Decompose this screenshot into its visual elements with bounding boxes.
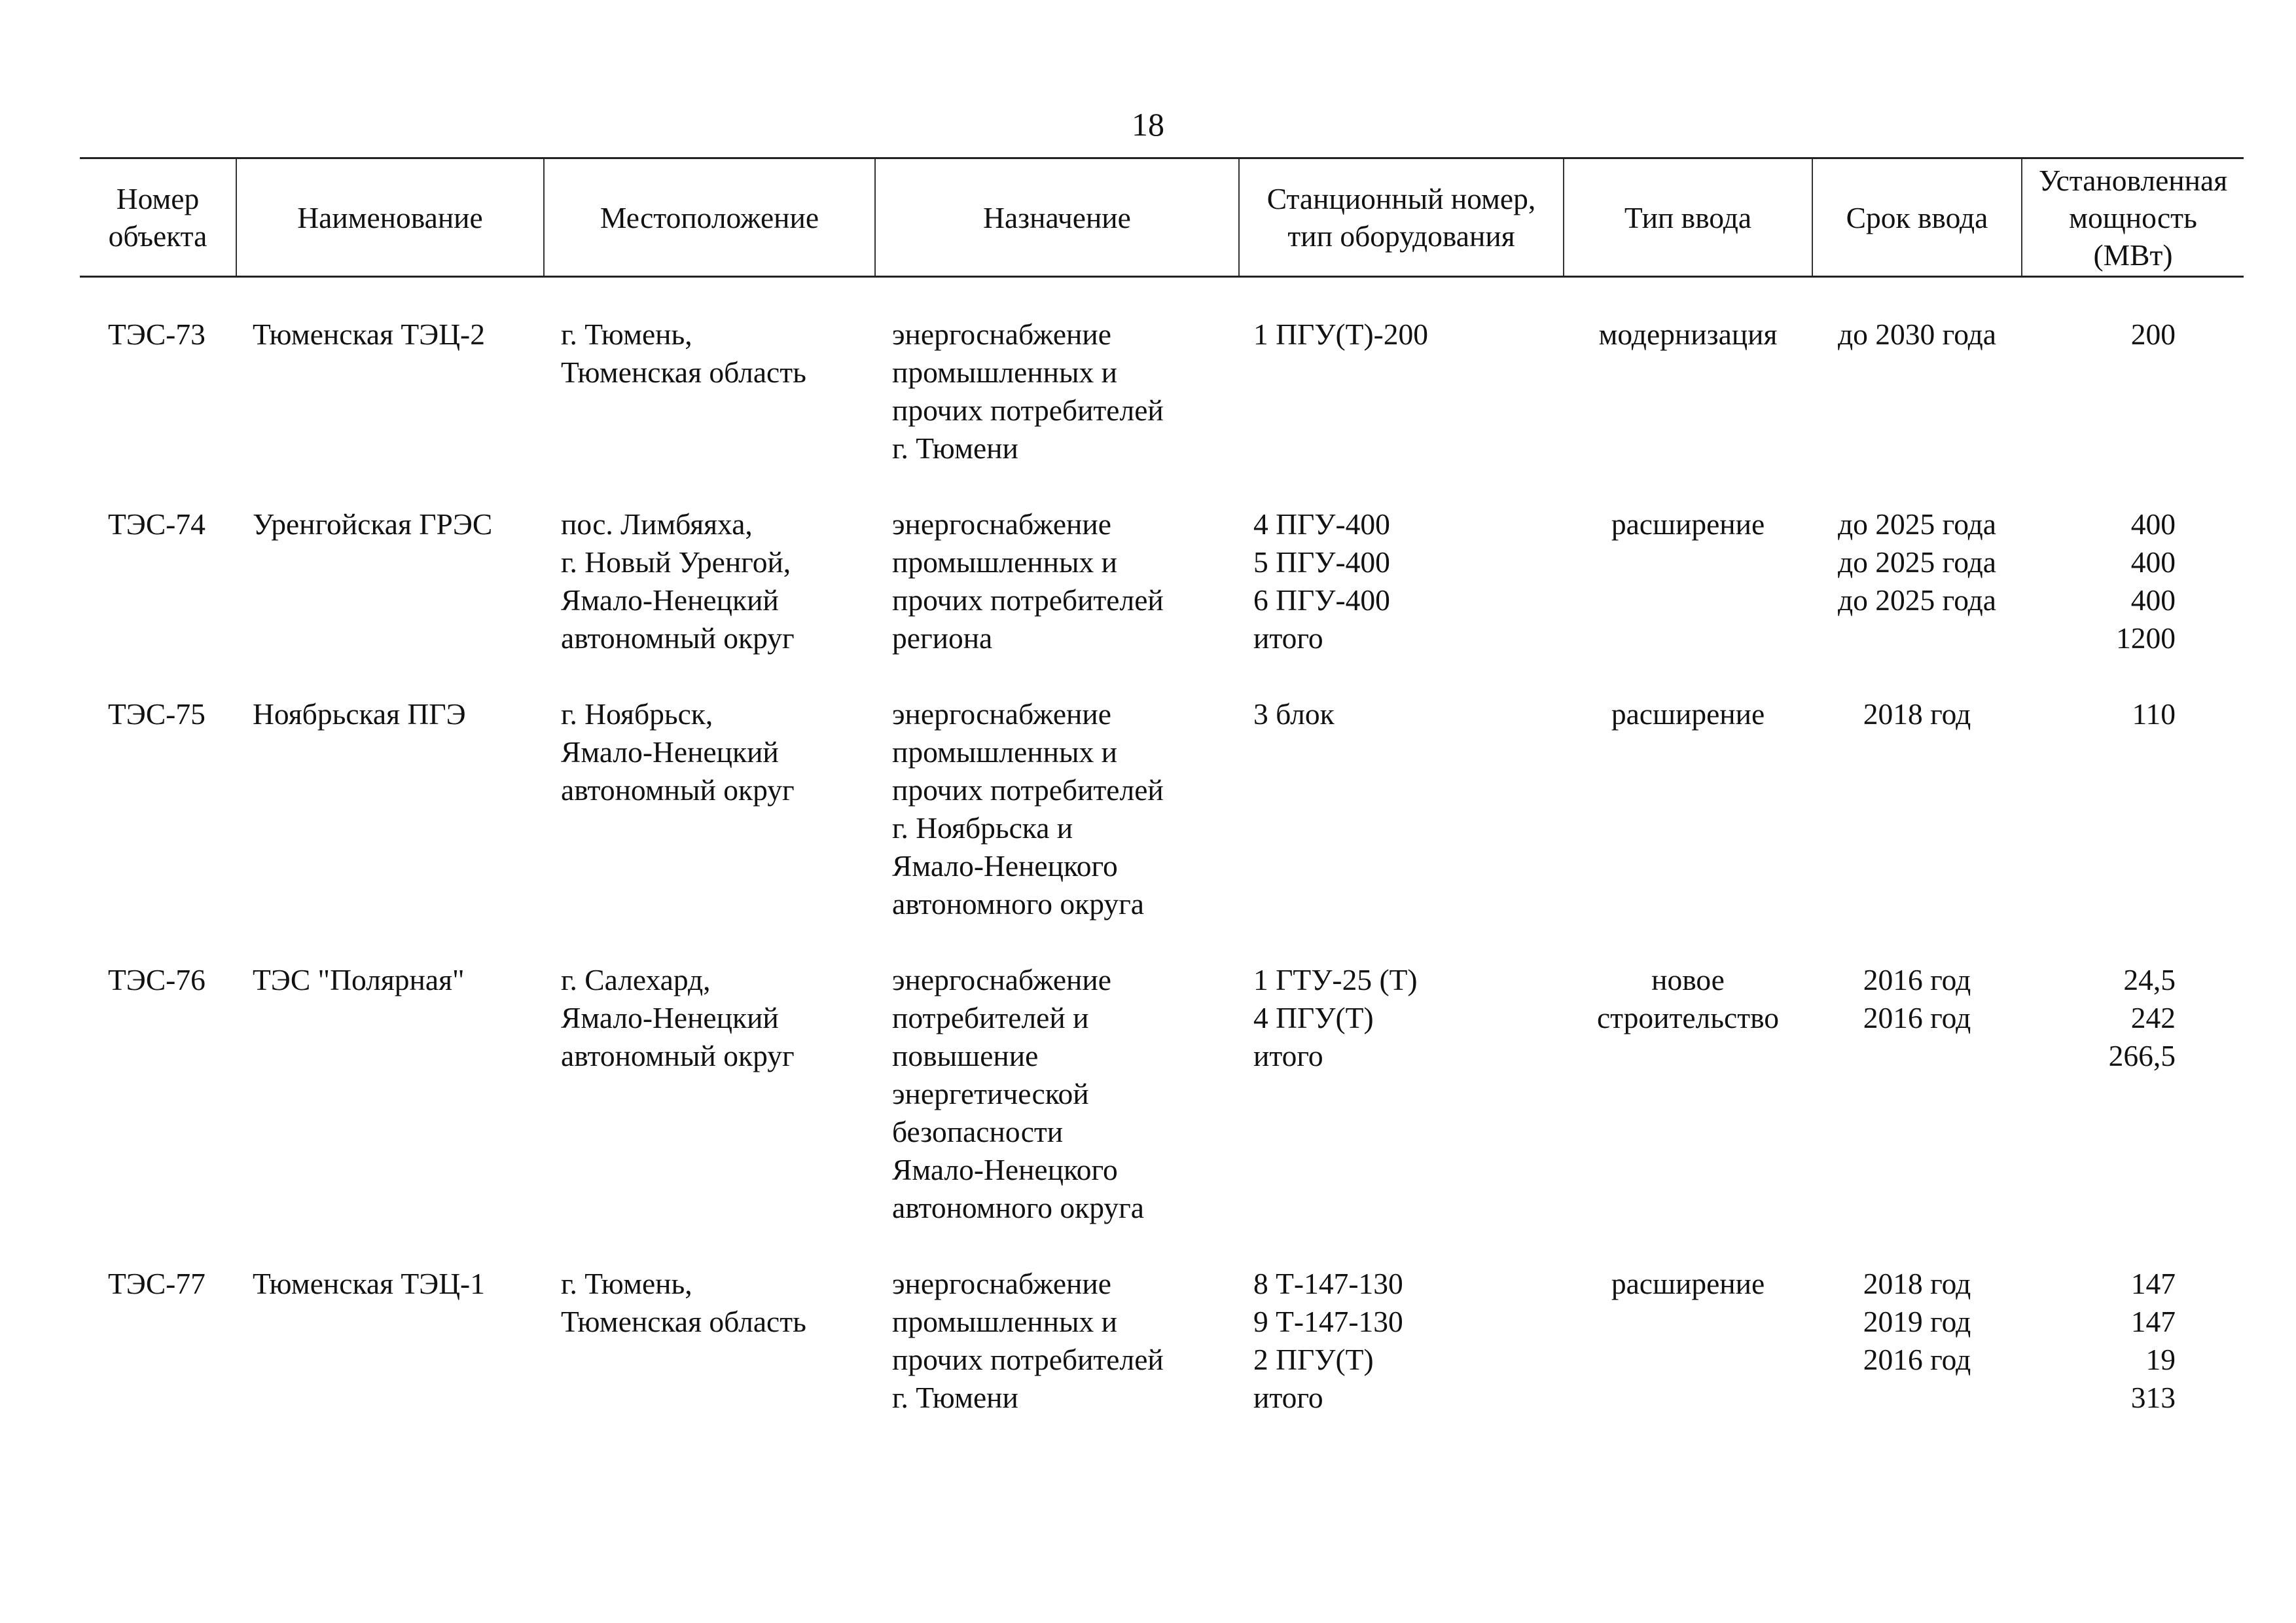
- cell-line: 2016 год: [1863, 1001, 1971, 1034]
- cell-line: г. Новый Уренгой,: [561, 545, 791, 579]
- header-object-number: [80, 158, 236, 277]
- cell-purpose: [875, 695, 1239, 961]
- cell-line: прочих потребителей: [892, 773, 1164, 807]
- table-row: [80, 961, 2244, 1265]
- cell-line: тип оборудования: [1287, 219, 1515, 253]
- cell-input-date: [1812, 1265, 2022, 1417]
- cell-line: Установленная: [2038, 163, 2228, 197]
- cell-input-date: [1812, 505, 2022, 695]
- cell-line: расширение: [1611, 1267, 1765, 1300]
- cell-code: ТЭС-77: [108, 1267, 206, 1300]
- cell-input-date: [1812, 695, 2022, 961]
- cell-line: энергоснабжение: [892, 507, 1111, 541]
- cell-line: г. Ноябрьска и: [892, 811, 1073, 845]
- cell-location: [544, 961, 875, 1265]
- cell-line: 5 ПГУ-400: [1253, 545, 1390, 579]
- cell-line: 1200: [2116, 621, 2176, 655]
- cell-line: энергетической: [892, 1077, 1089, 1110]
- cell-line: повышение: [892, 1039, 1039, 1072]
- cell-line: автономный округ: [561, 621, 795, 655]
- cell-line: 6 ПГУ-400: [1253, 583, 1390, 617]
- cell-input-type: [1564, 961, 1812, 1265]
- header-row: [80, 158, 2244, 277]
- cell-line: Тюменская область: [561, 1305, 806, 1338]
- cell-line: пос. Лимбяяха,: [561, 507, 753, 541]
- cell-line: 19: [2145, 1343, 2176, 1376]
- cell-purpose: [875, 277, 1239, 506]
- cell-line: промышленных и: [892, 1305, 1118, 1338]
- cell-code: ТЭС-76: [108, 963, 206, 996]
- cell-line: 9 Т-147-130: [1253, 1305, 1403, 1338]
- cell-line: Наименование: [297, 200, 483, 234]
- cell-name: ТЭС "Полярная": [253, 963, 465, 996]
- cell-location: [544, 1265, 875, 1417]
- cell-capacity: [2022, 1265, 2244, 1417]
- cell-line: 110: [2132, 697, 2176, 731]
- header-input-date: [1812, 158, 2022, 277]
- cell-line: энергоснабжение: [892, 963, 1111, 996]
- cell-line: модернизация: [1598, 318, 1778, 351]
- cell-line: (МВт): [2093, 238, 2173, 272]
- table-row: [80, 695, 2244, 961]
- cell-name: Тюменская ТЭЦ-2: [253, 318, 485, 351]
- cell-line: расширение: [1611, 697, 1765, 731]
- cell-line: Ямало-Ненецкий: [561, 735, 779, 769]
- cell-line: автономного округа: [892, 1191, 1144, 1224]
- cell-line: 2019 год: [1863, 1305, 1971, 1338]
- page-number: 18: [1132, 106, 1164, 143]
- cell-equipment: [1239, 695, 1564, 961]
- cell-location: [544, 277, 875, 506]
- table-body: [80, 277, 2244, 1417]
- cell-line: мощность: [2069, 200, 2197, 234]
- header-name: [236, 158, 544, 277]
- cell-line: промышленных и: [892, 735, 1118, 769]
- cell-line: региона: [892, 621, 993, 655]
- cell-purpose: [875, 505, 1239, 695]
- cell-line: до 2025 года: [1838, 545, 1996, 579]
- cell-line: г. Салехард,: [561, 963, 711, 996]
- cell-name: Ноябрьская ПГЭ: [253, 697, 466, 731]
- cell-line: потребителей и: [892, 1001, 1089, 1034]
- cell-line: промышленных и: [892, 356, 1118, 389]
- cell-equipment: [1239, 961, 1564, 1265]
- cell-line: до 2025 года: [1838, 583, 1996, 617]
- cell-line: энергоснабжение: [892, 697, 1111, 731]
- cell-code: ТЭС-75: [108, 697, 206, 731]
- cell-line: безопасности: [892, 1115, 1064, 1148]
- cell-capacity: [2022, 277, 2244, 506]
- cell-line: 242: [2130, 1001, 2176, 1034]
- cell-input-type: [1564, 1265, 1812, 1417]
- cell-line: 1 ГТУ-25 (Т): [1253, 963, 1418, 996]
- cell-line: автономный округ: [561, 773, 795, 807]
- cell-input-date: [1812, 277, 2022, 506]
- cell-line: автономного округа: [892, 887, 1144, 921]
- cell-line: 2 ПГУ(Т): [1253, 1343, 1374, 1376]
- cell-line: 2016 год: [1863, 1343, 1971, 1376]
- cell-line: 8 Т-147-130: [1253, 1267, 1403, 1300]
- table-row: [80, 277, 2244, 506]
- table-header: [80, 158, 2244, 277]
- cell-line: 147: [2130, 1305, 2176, 1338]
- cell-input-type: [1564, 505, 1812, 695]
- cell-equipment: [1239, 277, 1564, 506]
- header-capacity: [2022, 158, 2244, 277]
- cell-purpose: [875, 961, 1239, 1265]
- table-row: [80, 505, 2244, 695]
- cell-line: Тюменская область: [561, 356, 806, 389]
- cell-line: г. Тюмень,: [561, 1267, 692, 1300]
- cell-line: 200: [2130, 318, 2176, 351]
- header-input-type: [1564, 158, 1812, 277]
- cell-equipment: [1239, 505, 1564, 695]
- cell-line: до 2025 года: [1838, 507, 1996, 541]
- cell-line: Ямало-Ненецкий: [561, 583, 779, 617]
- cell-line: Номер: [116, 182, 200, 215]
- cell-line: строительство: [1596, 1001, 1780, 1034]
- cell-line: 400: [2130, 583, 2176, 617]
- cell-line: 2018 год: [1863, 697, 1971, 731]
- cell-name: Тюменская ТЭЦ-1: [253, 1267, 485, 1300]
- cell-line: Тип ввода: [1624, 200, 1752, 234]
- cell-line: 147: [2130, 1267, 2176, 1300]
- cell-name: Уренгойская ГРЭС: [253, 507, 493, 541]
- cell-line: промышленных и: [892, 545, 1118, 579]
- table-row: [80, 1265, 2244, 1417]
- cell-line: расширение: [1611, 507, 1765, 541]
- cell-capacity: [2022, 961, 2244, 1265]
- header-equipment: [1239, 158, 1564, 277]
- cell-line: Станционный номер,: [1266, 182, 1536, 215]
- cell-line: Ямало-Ненецкого: [892, 849, 1118, 883]
- cell-line: итого: [1253, 1039, 1323, 1072]
- header-purpose: [875, 158, 1239, 277]
- cell-line: г. Тюмени: [892, 431, 1018, 465]
- cell-location: [544, 695, 875, 961]
- cell-line: г. Тюмень,: [561, 318, 692, 351]
- cell-line: прочих потребителей: [892, 583, 1164, 617]
- cell-line: 1 ПГУ(Т)-200: [1253, 318, 1429, 351]
- cell-line: Местоположение: [600, 200, 819, 234]
- cell-line: Срок ввода: [1846, 200, 1988, 234]
- cell-line: 313: [2130, 1381, 2176, 1414]
- cell-capacity: [2022, 695, 2244, 961]
- cell-line: г. Тюмени: [892, 1381, 1018, 1414]
- cell-input-date: [1812, 961, 2022, 1265]
- cell-line: итого: [1253, 1381, 1323, 1414]
- cell-line: Ямало-Ненецкого: [892, 1153, 1118, 1186]
- cell-input-type: [1564, 277, 1812, 506]
- cell-line: 266,5: [2108, 1039, 2176, 1072]
- cell-input-type: [1564, 695, 1812, 961]
- cell-line: 400: [2130, 507, 2176, 541]
- cell-line: новое: [1651, 963, 1725, 996]
- cell-line: Ямало-Ненецкий: [561, 1001, 779, 1034]
- cell-line: прочих потребителей: [892, 393, 1164, 427]
- cell-code: ТЭС-73: [108, 318, 206, 351]
- power-plants-table: [80, 157, 2244, 1417]
- cell-line: 4 ПГУ(Т): [1253, 1001, 1374, 1034]
- cell-line: Назначение: [983, 200, 1131, 234]
- cell-line: 2016 год: [1863, 963, 1971, 996]
- cell-line: прочих потребителей: [892, 1343, 1164, 1376]
- cell-equipment: [1239, 1265, 1564, 1417]
- cell-purpose: [875, 1265, 1239, 1417]
- header-location: [544, 158, 875, 277]
- cell-line: энергоснабжение: [892, 1267, 1111, 1300]
- cell-line: итого: [1253, 621, 1323, 655]
- cell-code: ТЭС-74: [108, 507, 206, 541]
- cell-line: 2018 год: [1863, 1267, 1971, 1300]
- cell-line: до 2030 года: [1838, 318, 1996, 351]
- cell-line: 400: [2130, 545, 2176, 579]
- cell-location: [544, 505, 875, 695]
- cell-line: 3 блок: [1253, 697, 1335, 731]
- cell-line: объекта: [108, 219, 207, 253]
- cell-line: энергоснабжение: [892, 318, 1111, 351]
- cell-line: г. Ноябрьск,: [561, 697, 713, 731]
- cell-line: автономный округ: [561, 1039, 795, 1072]
- cell-line: 4 ПГУ-400: [1253, 507, 1390, 541]
- cell-line: 24,5: [2123, 963, 2176, 996]
- cell-capacity: [2022, 505, 2244, 695]
